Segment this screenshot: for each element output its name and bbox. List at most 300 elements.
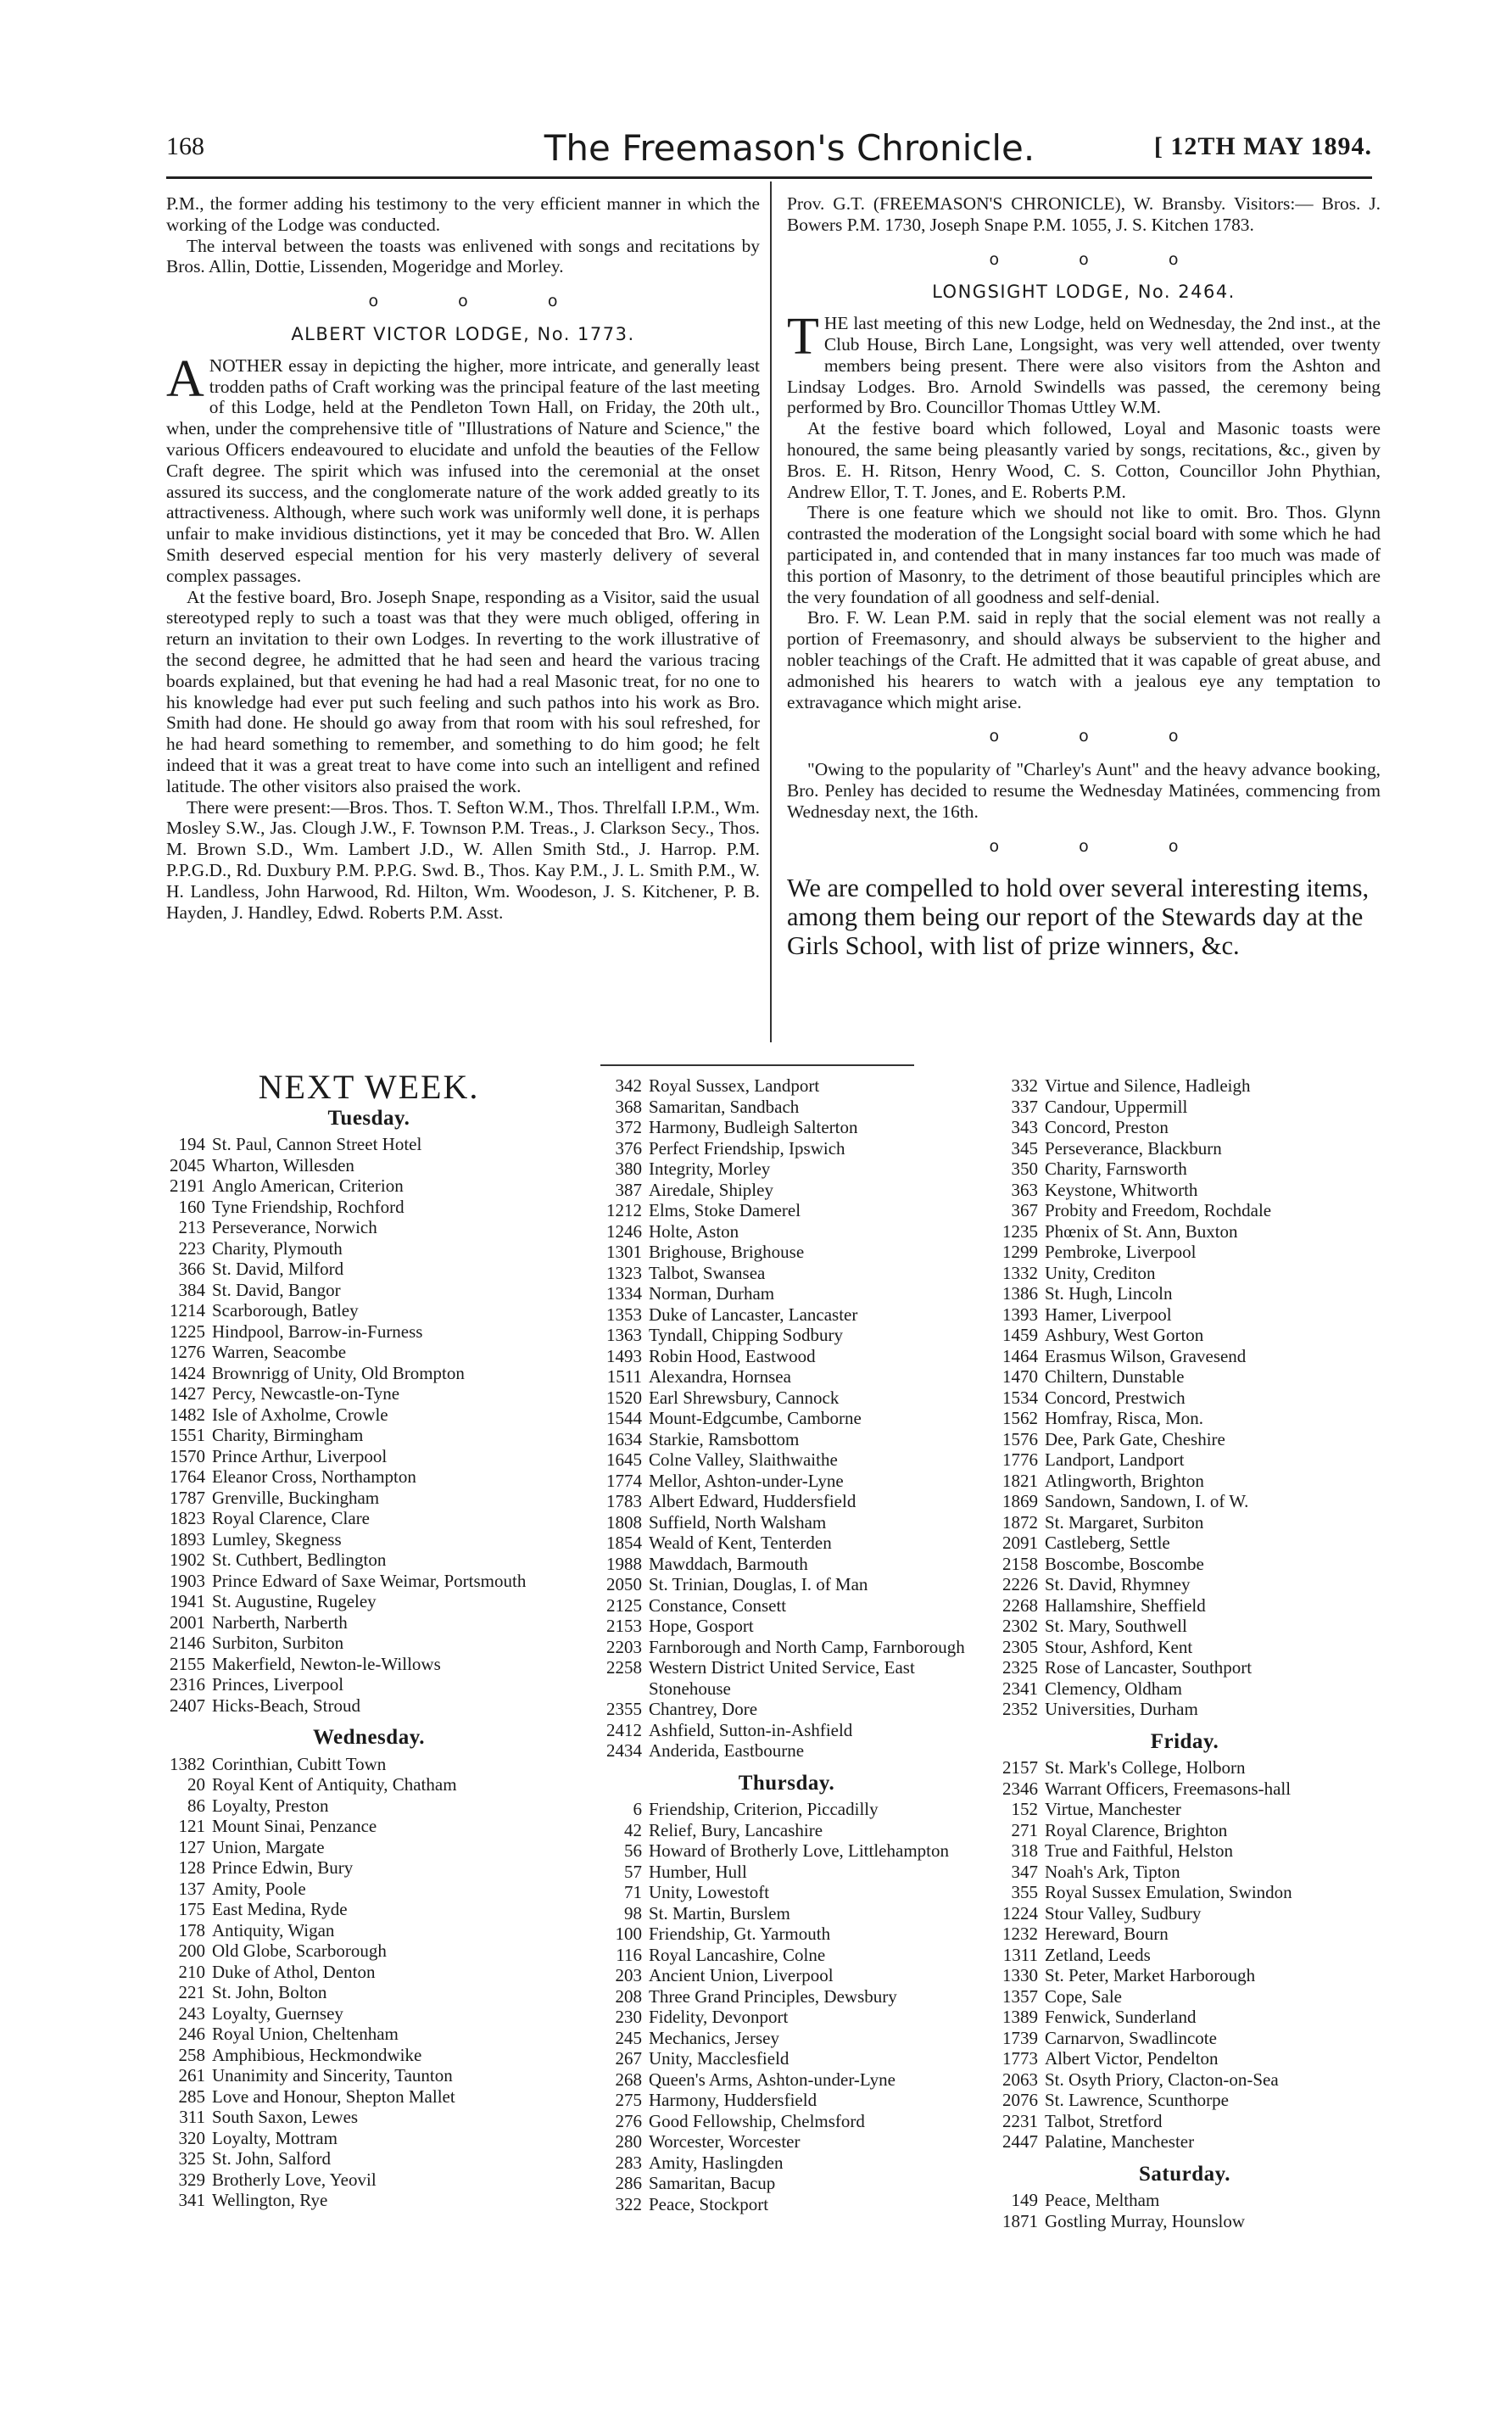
lodge-entry (985, 1965, 1384, 1986)
lodge-number: 152 (1011, 1799, 1038, 1819)
lodge-name: Western District United Service, East Stonehouse (649, 1657, 915, 1699)
lodge-entry (153, 1857, 585, 1879)
lodge-entry (153, 1363, 585, 1384)
lodge-entry (589, 1346, 984, 1367)
lodge-number: 2258 (606, 1657, 642, 1678)
lodge-entry (589, 1200, 984, 1221)
lodge-entry (153, 1175, 585, 1197)
lodge-number: 1893 (170, 1528, 205, 1550)
lodge-name: Royal Union, Cheltenham (212, 2024, 399, 2044)
lodge-name: Zetland, Leeds (1045, 1944, 1151, 1965)
lodge-number: 127 (178, 1836, 205, 1857)
lodge-entry (589, 1574, 984, 1595)
lodge-number: 1311 (1002, 1944, 1038, 1965)
lodge-name: Three Grand Principles, Dewsbury (649, 1985, 897, 2007)
lodge-name: Peace, Meltham (1045, 2190, 1160, 2210)
lodge-number: 1334 (606, 1283, 642, 1304)
lodge-name: St. Mary, Southwell (1045, 1616, 1187, 1636)
lodge-number: 2146 (170, 1633, 205, 1653)
lodge-name: Harmony, Huddersfield (649, 2090, 817, 2110)
lodge-list (985, 1757, 1384, 2153)
lodge-entry (985, 2007, 1384, 2028)
lodge-list (985, 1075, 1384, 1720)
lodge-entry (589, 1429, 984, 1450)
lodge-entry (985, 1429, 1384, 1450)
lodge-entry (985, 1657, 1384, 1678)
lodge-entry (985, 1117, 1384, 1138)
lodge-number: 322 (615, 2193, 642, 2214)
lodge-number: 286 (615, 2173, 642, 2193)
next-week-column-3 (985, 1075, 1384, 2231)
lodge-name: Rose of Lancaster, Southport (1045, 1657, 1253, 1678)
lodge-entry (985, 1903, 1384, 1924)
paragraph: P.M., the former adding his testimony to the very efficient manner in which the working of the Lodge was conducted. (166, 193, 760, 235)
section-rule (600, 1064, 914, 1066)
lodge-number: 1235 (1002, 1220, 1038, 1242)
lodge-number: 368 (615, 1096, 642, 1117)
lodge-name: Noah's Ark, Tipton (1045, 1861, 1180, 1882)
lodge-entry (589, 2028, 984, 2049)
lodge-entry (589, 1945, 984, 1966)
lodge-name: Palatine, Manchester (1045, 2131, 1195, 2152)
lodge-entry (985, 1945, 1384, 1966)
lodge-name: Brighouse, Brighouse (649, 1242, 805, 1262)
lodge-number: 1212 (606, 1200, 642, 1220)
lodge-number: 318 (1011, 1840, 1038, 1861)
lodge-number: 121 (178, 1816, 205, 1836)
lodge-entry (153, 1654, 585, 1675)
lodge-name: Anderida, Eastbourne (649, 1740, 805, 1761)
lodge-name: Unity, Crediton (1045, 1262, 1156, 1283)
lodge-name: Amity, Poole (212, 1878, 306, 1899)
lodge-number: 1299 (1002, 1242, 1038, 1262)
lodge-name: Brownrigg of Unity, Old Brompton (212, 1362, 465, 1383)
lodge-name: Royal Clarence, Brighton (1045, 1819, 1228, 1840)
lodge-number: 363 (1011, 1179, 1038, 1200)
lodge-number: 149 (1011, 2190, 1038, 2210)
lodge-list (589, 1075, 984, 1762)
lodge-number: 1511 (606, 1366, 642, 1387)
lodge-name: Princes, Liverpool (212, 1674, 344, 1695)
lodge-name: South Saxon, Lewes (212, 2107, 359, 2127)
lodge-number: 1551 (170, 1425, 205, 1445)
lodge-number: 280 (615, 2131, 642, 2152)
lodge-name: St. Hugh, Lincoln (1045, 1283, 1173, 1304)
lodge-number: 2407 (170, 1695, 205, 1716)
lodge-name: St. Trinian, Douglas, I. of Man (649, 1574, 868, 1594)
lodge-number: 203 (615, 1965, 642, 1985)
lodge-number: 1493 (606, 1345, 642, 1366)
lodge-number: 1424 (170, 1362, 205, 1383)
lodge-number: 268 (615, 2069, 642, 2090)
lodge-entry (153, 1962, 585, 1983)
lodge-entry (985, 1757, 1384, 1778)
lodge-entry (589, 1554, 984, 1575)
lodge-name: Virtue, Manchester (1045, 1799, 1181, 1819)
lodge-name: St. Martin, Burslem (649, 1902, 790, 1924)
lodge-number: 341 (178, 2190, 205, 2210)
editorial-notice: We are compelled to hold over several interesting items, among them being our report of the Stewards day at the Girls School, with list of prize winners, &c. (787, 874, 1370, 961)
lodge-number: 350 (1011, 1159, 1038, 1179)
lodge-entry (153, 1342, 585, 1363)
lodge-number: 2050 (606, 1574, 642, 1594)
lodge-entry (589, 1720, 984, 1741)
lodge-entry (589, 1903, 984, 1924)
lodge-entry (985, 1346, 1384, 1367)
lodge-entry (589, 1533, 984, 1554)
lodge-entry (589, 1304, 984, 1326)
lodge-number: 1363 (606, 1325, 642, 1345)
lodge-name: Prince Edward of Saxe Weimar, Portsmouth (212, 1570, 527, 1591)
lodge-name: Mawddach, Barmouth (649, 1553, 808, 1574)
lodge-entry (589, 2090, 984, 2111)
lodge-number: 1872 (1002, 1511, 1038, 1533)
lodge-number: 376 (615, 1137, 642, 1159)
lodge-entry (589, 2153, 984, 2174)
lodge-number: 20 (187, 1774, 205, 1795)
lodge-name: Cope, Sale (1045, 1985, 1122, 2007)
lodge-entry (589, 2194, 984, 2215)
lodge-entry (589, 1799, 984, 1820)
lodge-name: Starkie, Ramsbottom (649, 1428, 800, 1449)
lodge-entry (153, 2128, 585, 2149)
lodge-number: 367 (1011, 1200, 1038, 1220)
lodge-entry (985, 1820, 1384, 1841)
lodge-entry (153, 1754, 585, 1775)
lodge-name: Fidelity, Devonport (649, 2007, 789, 2027)
lodge-number: 71 (624, 1882, 642, 1902)
lodge-number: 2305 (1002, 1636, 1038, 1657)
lodge-number: 208 (615, 1985, 642, 2007)
lodge-entry (589, 1699, 984, 1720)
lodge-name: Weald of Kent, Tenterden (649, 1533, 832, 1553)
lodge-entry (153, 1571, 585, 1592)
lodge-number: 320 (178, 2127, 205, 2148)
lodge-entry (153, 1816, 585, 1837)
lodge-entry (985, 1862, 1384, 1883)
lodge-name: Carnarvon, Swadlincote (1045, 2027, 1217, 2048)
lodge-name: Charity, Plymouth (212, 1237, 343, 1259)
lodge-number: 2153 (606, 1616, 642, 1636)
lodge-number: 1482 (170, 1404, 205, 1425)
lodge-number: 1520 (606, 1387, 642, 1408)
lodge-entry (589, 2007, 984, 2028)
lodge-entry (153, 1425, 585, 1446)
lodge-name: Perfect Friendship, Ipswich (649, 1137, 845, 1159)
lodge-name: Perseverance, Norwich (212, 1217, 377, 1237)
lodge-entry (589, 1325, 984, 1346)
lodge-entry (153, 1612, 585, 1633)
lodge-name: Ashbury, West Gorton (1045, 1325, 1204, 1345)
lodge-name: Scarborough, Batley (212, 1300, 359, 1321)
lodge-entry (589, 1283, 984, 1304)
lodge-name: Brotherly Love, Yeovil (212, 2169, 377, 2190)
lodge-entry (985, 1595, 1384, 1617)
lodge-number: 213 (178, 1217, 205, 1237)
lodge-name: St. David, Milford (212, 1259, 344, 1279)
lodge-name: Hindpool, Barrow-in-Furness (212, 1321, 423, 1342)
lodge-entry (589, 1408, 984, 1429)
lodge-entry (589, 1840, 984, 1862)
day-heading-saturday: Saturday. (1138, 2162, 1230, 2186)
lodge-entry (153, 1383, 585, 1404)
day-heading-tuesday: Tuesday. (327, 1106, 410, 1130)
lodge-number: 1382 (170, 1753, 205, 1774)
paragraph: There were present:—Bros. Thos. T. Sefton W.M., Thos. Threlfall I.P.M., Wm. Mosley S.W., Jas. Clough J.W., F. Townson P.M. Treas., J. Clarkson Secy., Thos. M. Brown S.D., Wm. Lambert J.D., W. Allen Smith Std., J. Harrop. P.M. P.P.G.D., Rd. Duxbury P.M. P.P.G. Swd. B., Thos. Kay P.M., J. L. Smith P.M., W. H. Landless, John Harwood, Rd. Hilton, Wm. Woodeson, J. S. Kitchener, P. B. Hayden, J. Handley, Edwd. Roberts P.M. Asst. (166, 796, 760, 923)
lodge-name: Suffield, North Walsham (649, 1511, 827, 1533)
lodge-entry (985, 1449, 1384, 1471)
lodge-entry (985, 1325, 1384, 1346)
lodge-entry (589, 1449, 984, 1471)
lodge-number: 384 (178, 1279, 205, 1300)
lodge-entry (985, 1366, 1384, 1388)
section-separator: o o o (989, 836, 1216, 856)
lodge-number: 1330 (1002, 1965, 1038, 1985)
lodge-entry (589, 1117, 984, 1138)
next-week-column-1 (153, 1068, 585, 2211)
lodge-name: Universities, Durham (1045, 1699, 1198, 1719)
lodge-entry (589, 1986, 984, 2007)
lodge-number: 1393 (1002, 1304, 1038, 1325)
next-week-title: NEXT WEEK. (258, 1068, 480, 1106)
section-separator: o o o (989, 249, 1216, 269)
lodge-entry (589, 2131, 984, 2153)
lodge-number: 194 (178, 1134, 205, 1154)
lodge-number: 1821 (1002, 1470, 1038, 1491)
lodge-number: 2325 (1002, 1657, 1038, 1678)
lodge-name: Probity and Freedom, Rochdale (1045, 1200, 1272, 1220)
lodge-number: 100 (615, 1924, 642, 1944)
lodge-name: East Medina, Ryde (212, 1899, 348, 1919)
lodge-number: 1988 (606, 1553, 642, 1574)
lodge-name: Chiltern, Dunstable (1045, 1366, 1185, 1387)
lodge-number: 2355 (606, 1699, 642, 1719)
masthead-title: The Freemason's Chronicle. (544, 127, 1035, 169)
lodge-entry (985, 1616, 1384, 1637)
lodge-number: 1246 (606, 1220, 642, 1242)
lodge-number: 1470 (1002, 1366, 1038, 1387)
lodge-number: 366 (178, 1259, 205, 1279)
left-article-column (166, 193, 760, 923)
lodge-number: 337 (1011, 1096, 1038, 1117)
lodge-name: Norman, Durham (649, 1283, 775, 1304)
lodge-entry (985, 1491, 1384, 1512)
lodge-number: 223 (178, 1237, 205, 1259)
lodge-number: 2412 (606, 1719, 642, 1740)
lodge-entry (985, 1471, 1384, 1492)
lodge-number: 2302 (1002, 1616, 1038, 1636)
lodge-number: 1224 (1002, 1902, 1038, 1924)
lodge-number: 2203 (606, 1636, 642, 1657)
lodge-number: 1276 (170, 1342, 205, 1362)
lodge-number: 2045 (170, 1154, 205, 1175)
lodge-name: Royal Sussex, Landport (649, 1075, 820, 1096)
lodge-name: St. John, Salford (212, 2148, 332, 2169)
lodge-entry (985, 2111, 1384, 2132)
lodge-entry (153, 1529, 585, 1550)
lodge-entry (153, 2003, 585, 2024)
lodge-name: Isle of Axholme, Crowle (212, 1404, 388, 1425)
lodge-number: 98 (624, 1902, 642, 1924)
lodge-number: 57 (624, 1861, 642, 1882)
lodge-name: Chantrey, Dore (649, 1699, 758, 1719)
lodge-name: Albert Edward, Huddersfield (649, 1491, 856, 1511)
lodge-number: 2434 (606, 1740, 642, 1761)
lodge-list (589, 1799, 984, 2214)
lodge-entry (153, 1633, 585, 1654)
lodge-entry (985, 1304, 1384, 1326)
lodge-number: 243 (178, 2002, 205, 2024)
lodge-number: 1808 (606, 1511, 642, 1533)
paragraph: "Owing to the popularity of "Charley's Aunt" and the heavy advance booking, Bro. Penley has decided to resume the Wednesday Matinées, commencing from Wednesday next, the 16th. (787, 759, 1381, 822)
column-divider (770, 181, 772, 1042)
paragraph: Prov. G.T. (FREEMASON'S CHRONICLE), W. Bransby. Visitors:— Bros. J. Bowers P.M. 1730, Joseph Snape P.M. 1055, J. S. Kitchen 1783. (787, 193, 1381, 235)
lodge-name: Eleanor Cross, Northampton (212, 1466, 416, 1487)
lodge-name: Ancient Union, Liverpool (649, 1965, 834, 1985)
lodge-name: Wellington, Rye (212, 2190, 328, 2210)
lodge-name: Amity, Haslingden (649, 2152, 784, 2173)
lodge-number: 1301 (606, 1242, 642, 1262)
lodge-entry (589, 1512, 984, 1533)
lodge-name: Royal Sussex Emulation, Swindon (1045, 1882, 1292, 1902)
lodge-entry (153, 2148, 585, 2169)
lodge-name: Ashfield, Sutton-in-Ashfield (649, 1719, 853, 1740)
lodge-name: Peace, Stockport (649, 2193, 769, 2214)
lodge-entry (985, 1554, 1384, 1575)
lodge-entry (589, 1820, 984, 1841)
lodge-name: Royal Kent of Antiquity, Chatham (212, 1774, 457, 1795)
lodge-entry (589, 2173, 984, 2194)
lodge-number: 1389 (1002, 2007, 1038, 2027)
lodge-name: Good Fellowship, Chelmsford (649, 2110, 865, 2131)
lodge-number: 1739 (1002, 2027, 1038, 2048)
lodge-number: 1562 (1002, 1408, 1038, 1428)
lodge-number: 1332 (1002, 1262, 1038, 1283)
lodge-number: 267 (615, 2048, 642, 2069)
lodge-entry (985, 1512, 1384, 1533)
paragraph: There is one feature which we should not like to omit. Bro. Thos. Glynn contrasted the moderation of the Longsight social board with some which he had participated in, and contended that in many instances far too much was made of this portion of Masonry, to the detriment of those beautiful principles which are the very foundation of all goodness and self-denial. (787, 502, 1381, 607)
lodge-entry (985, 1986, 1384, 2007)
lodge-name: Union, Margate (212, 1836, 325, 1857)
lodge-name: Concord, Preston (1045, 1117, 1169, 1137)
lodge-entry (589, 1882, 984, 1903)
lodge-number: 1783 (606, 1491, 642, 1511)
lodge-number: 2125 (606, 1594, 642, 1616)
lodge-name: Dee, Park Gate, Cheshire (1045, 1428, 1225, 1449)
lodge-number: 230 (615, 2007, 642, 2027)
lodge-name: Erasmus Wilson, Gravesend (1045, 1345, 1247, 1366)
lodge-name: Percy, Newcastle-on-Tyne (212, 1383, 400, 1404)
lodge-number: 2231 (1002, 2110, 1038, 2131)
lodge-name: Colne Valley, Slaithwaithe (649, 1449, 838, 1470)
lodge-entry (985, 1408, 1384, 1429)
lodge-name: Relief, Bury, Lancashire (649, 1819, 823, 1840)
lodge-list (985, 2190, 1384, 2231)
lodge-number: 2447 (1002, 2131, 1038, 2152)
lodge-number: 380 (615, 1159, 642, 1179)
lodge-name: Tyne Friendship, Rochford (212, 1196, 405, 1217)
lodge-entry (153, 1488, 585, 1509)
lodge-entry (985, 1075, 1384, 1097)
lodge-number: 42 (624, 1819, 642, 1840)
lodge-name: Virtue and Silence, Hadleigh (1045, 1075, 1251, 1096)
lodge-entry (985, 1533, 1384, 1554)
lodge-entry (589, 1388, 984, 1409)
lodge-number: 329 (178, 2169, 205, 2190)
lodge-number: 2001 (170, 1611, 205, 1633)
lodge-name: Prince Arthur, Liverpool (212, 1445, 388, 1466)
lodge-name: Holte, Aston (649, 1220, 739, 1242)
lodge-number: 2158 (1002, 1553, 1038, 1574)
lodge-number: 221 (178, 1982, 205, 2002)
lodge-number: 1225 (170, 1321, 205, 1342)
lodge-entry (153, 2107, 585, 2128)
lodge-entry (153, 1982, 585, 2003)
lodge-number: 160 (178, 1196, 205, 1217)
lodge-number: 1645 (606, 1449, 642, 1470)
lodge-name: Hope, Gosport (649, 1616, 754, 1636)
lodge-number: 355 (1011, 1882, 1038, 1902)
lodge-entry (985, 2211, 1384, 2232)
lodge-entry (153, 1238, 585, 1259)
lodge-number: 2268 (1002, 1594, 1038, 1616)
lodge-name: Talbot, Stretford (1045, 2110, 1163, 2131)
lodge-number: 1869 (1002, 1491, 1038, 1511)
lodge-number: 1232 (1002, 1924, 1038, 1944)
lodge-name: St. Peter, Market Harborough (1045, 1965, 1256, 1985)
lodge-entry (589, 1595, 984, 1617)
lodge-entry (153, 1674, 585, 1695)
paragraph: The interval between the toasts was enlivened with songs and recitations by Bros. Allin, Dottie, Lissenden, Mogeridge and Morley. (166, 235, 760, 277)
header-rule (166, 176, 1372, 179)
lodge-entry (985, 1699, 1384, 1720)
lodge-entry (985, 1678, 1384, 1700)
lodge-name: Loyalty, Mottram (212, 2127, 338, 2148)
lodge-name: St. Mark's College, Holborn (1045, 1757, 1246, 1778)
lodge-name: Amphibious, Heckmondwike (212, 2044, 422, 2065)
lodge-number: 1854 (606, 1533, 642, 1553)
lodge-number: 1773 (1002, 2048, 1038, 2069)
lodge-entry (985, 1200, 1384, 1221)
lodge-number: 1823 (170, 1508, 205, 1528)
lodge-entry (985, 2131, 1384, 2153)
day-heading-wednesday: Wednesday. (312, 1726, 426, 1749)
lodge-name: Hereward, Bourn (1045, 1924, 1169, 1944)
lodge-name: St. Osyth Priory, Clacton-on-Sea (1045, 2069, 1279, 2090)
lodge-number: 276 (615, 2110, 642, 2131)
lodge-number: 258 (178, 2044, 205, 2065)
lodge-entry (153, 1774, 585, 1795)
lodge-number: 372 (615, 1117, 642, 1137)
lodge-entry (153, 1446, 585, 1467)
lodge-name: St. Margaret, Surbiton (1045, 1511, 1204, 1533)
lodge-number: 56 (624, 1840, 642, 1861)
lodge-entry (985, 1180, 1384, 1201)
lodge-number: 1464 (1002, 1345, 1038, 1366)
lodge-number: 116 (616, 1944, 642, 1965)
lodge-name: Wharton, Willesden (212, 1154, 354, 1175)
page-number: 168 (166, 132, 204, 160)
lodge-name: Perseverance, Blackburn (1045, 1137, 1222, 1159)
lodge-name: Gostling Murray, Hounslow (1045, 2210, 1246, 2231)
lodge-number: 1323 (606, 1262, 642, 1283)
lodge-entry (985, 2028, 1384, 2049)
lodge-entry (153, 1879, 585, 1900)
drop-cap: T (787, 308, 819, 366)
lodge-list (153, 1754, 585, 2211)
day-heading-thursday: Thursday. (738, 1771, 835, 1795)
lodge-name: Hallamshire, Sheffield (1045, 1594, 1206, 1616)
